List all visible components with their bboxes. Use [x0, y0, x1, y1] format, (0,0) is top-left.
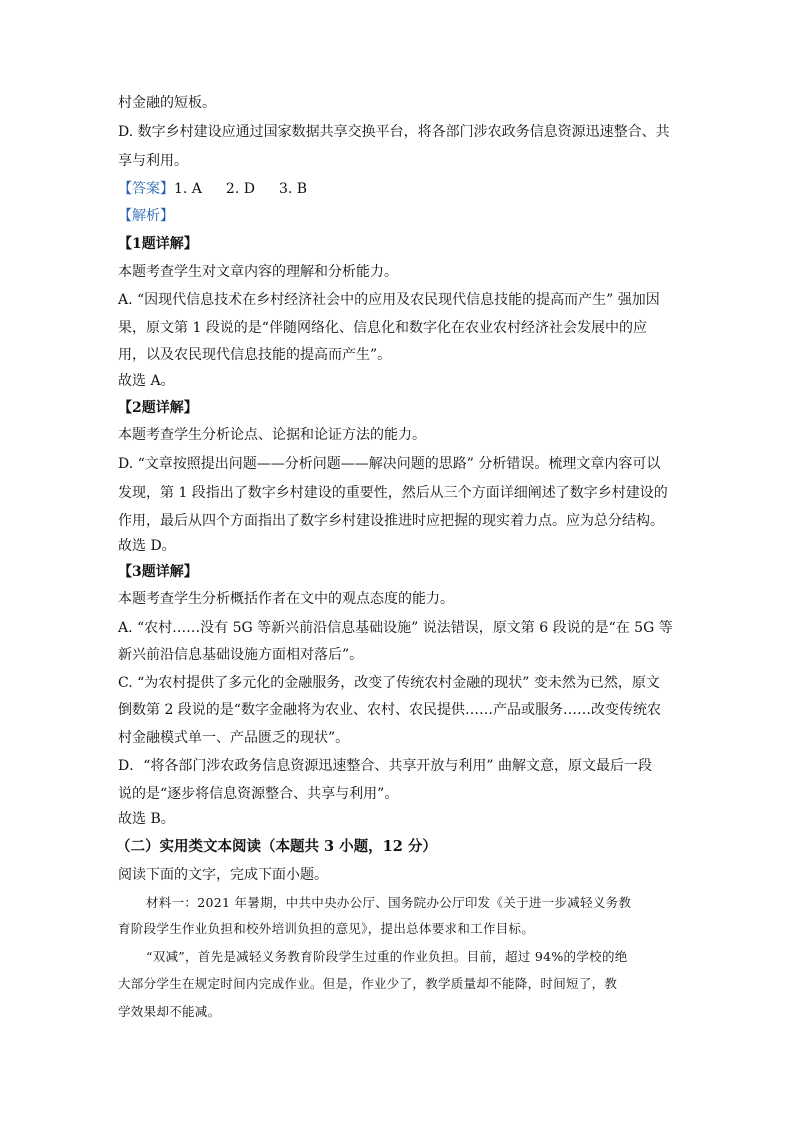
text-line: 村金融模式单一、产品匮乏的现状”。: [118, 730, 350, 746]
answer-2: 2. D: [225, 181, 255, 197]
material-line: 育阶段学生作业负担和校外培训负担的意见》，提出总体要求和工作目标。: [118, 921, 535, 936]
text-line: 发现，第 1 段指出了数字乡村建设的重要性，然后从三个方面详细阐述了数字乡村建设的: [118, 485, 668, 501]
material-line: “双减”，首先是减轻义务教育阶段学生过重的作业负担。目前，超过 94%的学校的绝: [146, 949, 628, 964]
section-title: （二）实用类文本阅读（本题共 3 小题，12 分）: [116, 838, 437, 855]
text-line: D．“将各部门涉农政务信息资源迅速整合、共享开放与利用” 曲解文意，原文最后一段: [118, 758, 652, 774]
text-line: D. “文章按照提出问题——分析问题——解决问题的思路” 分析错误。梳理文章内容可以: [118, 456, 661, 472]
text-line: A. “因现代信息技术在乡村经济社会中的应用及农民现代信息技能的提高而产生” 强加因: [118, 292, 660, 308]
text-line: 故选 B。: [118, 811, 175, 827]
text-line: 享与利用。: [118, 153, 188, 169]
text-line: C. “为农村提供了多元化的金融服务，改变了传统农村金融的现状” 变未然为已然，原文: [118, 675, 660, 691]
text-line: 用，以及农民现代信息技能的提高而产生”。: [118, 347, 392, 363]
text-line: 村金融的短板。: [118, 95, 216, 111]
material-line: 材料一：2021 年暑期，中共中央办公厅、国务院办公厅印发《关于进一步减轻义务教: [146, 895, 632, 910]
text-line: A. “农村……没有 5G 等新兴前沿信息基础设施” 说法错误，原文第 6 段说的是“在 5G 等: [118, 620, 673, 636]
answer-label: 【答案】: [118, 181, 174, 197]
text-line: 说的是“逐步将信息资源整合、共享与利用”。: [118, 786, 399, 802]
text-line: 本题考查学生分析概括作者在文中的观点态度的能力。: [118, 591, 454, 607]
text-line: 本题考查学生分析论点、论据和论证方法的能力。: [118, 427, 426, 443]
text-line: 果，原文第 1 段说的是“伴随网络化、信息化和数字化在农业农村经济社会发展中的应: [118, 320, 647, 336]
text-line: 故选 A。: [118, 373, 175, 389]
text-line: 作用，最后从四个方面指出了数字乡村建设推进时应把握的现实着力点。应为总分结构。: [118, 513, 664, 529]
instruction-line: 阅读下面的文字，完成下面小题。: [118, 867, 328, 883]
analysis-label: 【解析】: [118, 208, 174, 224]
text-line: 新兴前沿信息基础设施方面相对落后”。: [118, 647, 364, 663]
answer-row: [118, 180, 307, 198]
q3-heading: 【3题详解】: [118, 564, 198, 580]
q2-heading: 【2题详解】: [118, 400, 198, 416]
text-line: 倒数第 2 段说的是“数字金融将为农业、农村、农民提供……产品或服务……改变传统农: [118, 702, 661, 718]
option-d-line: D. 数字乡村建设应通过国家数据共享交换平台，将各部门涉农政务信息资源迅速整合、共: [118, 124, 670, 140]
text-line: 故选 D。: [118, 538, 176, 554]
answer-1: 1. A: [174, 181, 202, 197]
material-line: 大部分学生在规定时间内完成作业。但是，作业少了，教学质量却不能降，时间短了，教: [118, 976, 618, 991]
text-line: 本题考查学生对文章内容的理解和分析能力。: [118, 264, 398, 280]
q1-heading: 【1题详解】: [118, 236, 198, 252]
material-line: 学效果却不能减。: [118, 1004, 221, 1019]
answer-3: 3. B: [278, 181, 308, 197]
